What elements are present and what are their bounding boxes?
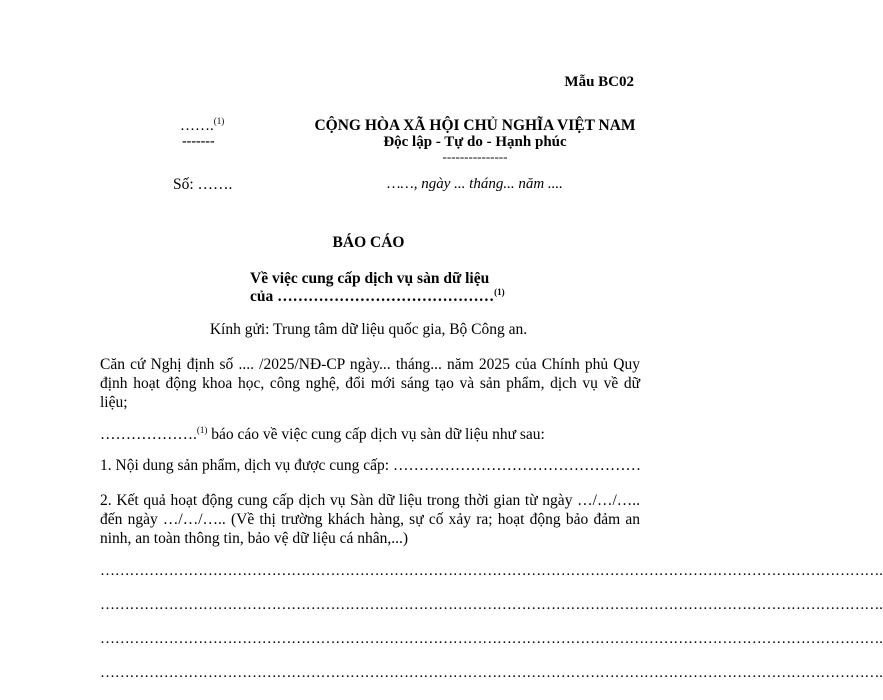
legal-basis-paragraph: Căn cứ Nghị định số .... /2025/NĐ-CP ngày... tháng... năm 2025 của Chính phủ Quy định hoạt động khoa học, công nghệ, đổi mới sáng tạo và sản phẩm, dịch vụ về dữ liệu; <box>100 356 640 411</box>
report-subtitle-line2 <box>250 288 505 306</box>
motto-divider: --------------- <box>442 149 508 164</box>
form-code: Mẫu BC02 <box>564 74 634 90</box>
national-motto: Độc lập - Tự do - Hạnh phúc <box>383 134 567 150</box>
fill-line-2: ……………………………………………………………………………………………………………………………………………. <box>100 597 883 613</box>
report-title: BÁO CÁO <box>332 234 405 251</box>
report-subtitle-line1: Về việc cung cấp dịch vụ sàn dữ liệu <box>250 270 490 287</box>
fill-line-3: ……………………………………………………………………………………………………………………………………………. <box>100 631 883 647</box>
fill-line-4: ……………………………………………………………………………………………………………………………………………. <box>100 665 883 681</box>
intro-line <box>100 426 545 444</box>
subtitle-org-blank: của …………………………………… <box>250 288 495 305</box>
document-number: Số: ……. <box>173 176 233 193</box>
country-name: CỘNG HÒA XÃ HỘI CHỦ NGHĨA VIỆT NAM <box>314 117 636 134</box>
intro-blank: ………………. <box>100 426 197 443</box>
issuing-org <box>180 118 224 135</box>
item-1: 1. Nội dung sản phẩm, dịch vụ được cung cấp: ………………………………………… <box>100 457 641 474</box>
intro-text: báo cáo về việc cung cấp dịch vụ sàn dữ liệu như sau: <box>207 426 545 443</box>
issuing-org-note: (1) <box>213 116 225 126</box>
item-2: 2. Kết quả hoạt động cung cấp dịch vụ Sàn dữ liệu trong thời gian từ ngày …/…/….. đến ngày …/…/….. (Về thị trường khách hàng, sự cố xảy ra; hoạt động bảo đảm an ninh, an toàn thông tin, bảo vệ dữ liệu cá nhân,...) <box>100 492 640 547</box>
issuing-org-divider: ------- <box>182 134 215 149</box>
fill-line-1: ……………………………………………………………………………………………………………………………………………. <box>100 563 883 579</box>
subtitle-note: (1) <box>494 287 505 297</box>
issuing-org-text: ……. <box>180 118 214 134</box>
intro-note: (1) <box>196 425 208 435</box>
date-line: ……, ngày ... tháng... năm .... <box>387 176 563 192</box>
recipient-line: Kính gửi: Trung tâm dữ liệu quốc gia, Bộ Công an. <box>209 321 528 338</box>
